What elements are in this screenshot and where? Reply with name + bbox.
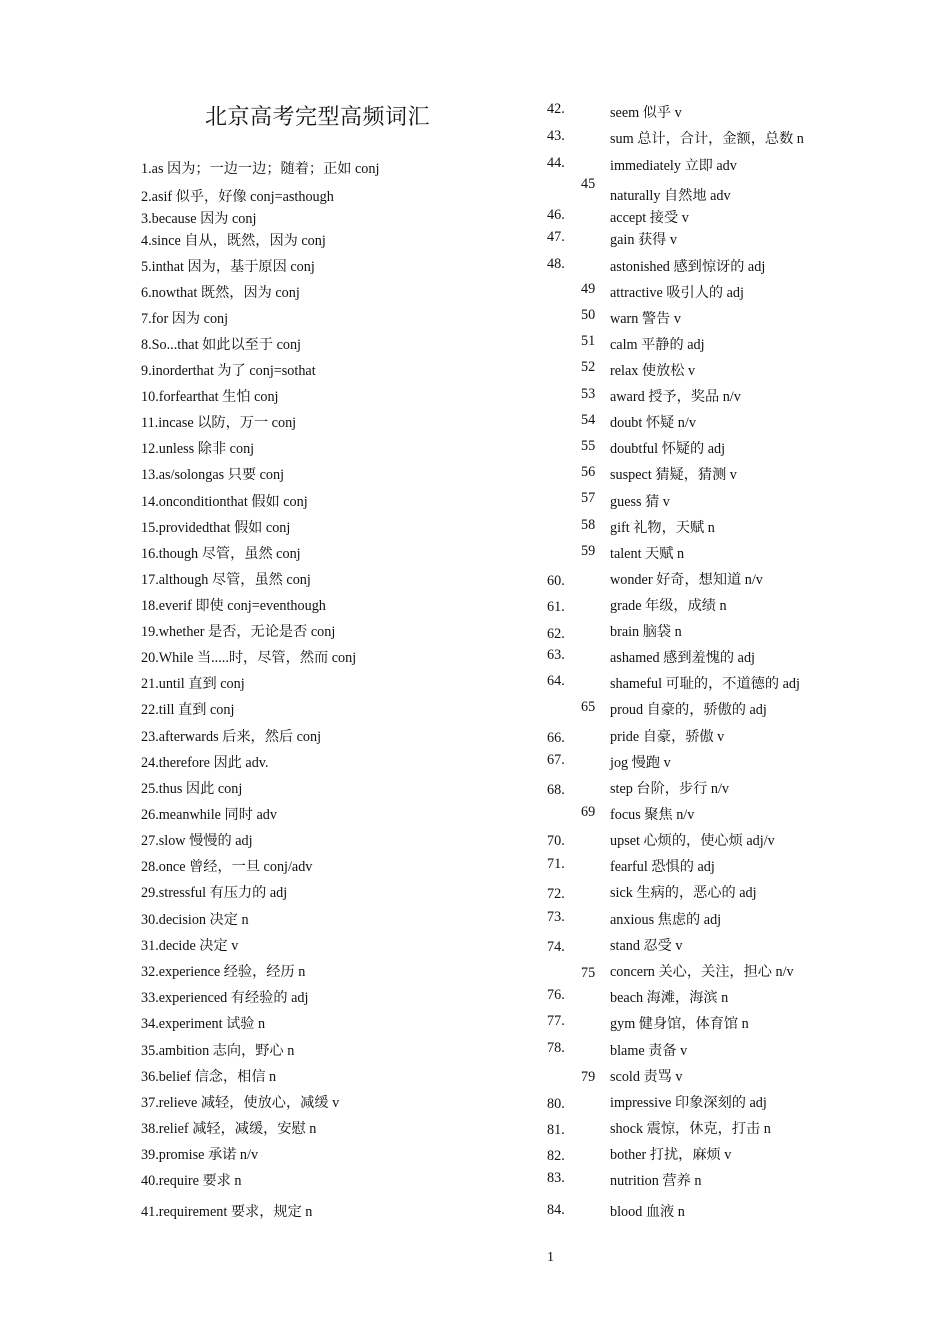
vocab-entry: seem 似乎 v	[610, 105, 682, 121]
vocab-entry: 14.onconditionthat 假如 conj	[141, 494, 308, 510]
vocab-entry: sum 总计，合计，金额，总数 n	[610, 131, 804, 147]
vocab-entry: 33.experienced 有经验的 adj	[141, 990, 309, 1006]
entry-number: 82.	[547, 1148, 565, 1164]
entry-number: 45	[581, 176, 596, 192]
entry-number: 47.	[547, 229, 565, 245]
entry-number: 73.	[547, 909, 565, 925]
entry-number: 69	[581, 804, 596, 820]
entry-number: 46.	[547, 207, 565, 223]
entry-number: 83.	[547, 1170, 565, 1186]
entry-number: 56	[581, 464, 596, 480]
vocab-entry: wonder 好奇，想知道 n/v	[610, 572, 763, 588]
vocab-entry: 1.as 因为；一边一边；随着；正如 conj	[141, 161, 380, 177]
vocab-entry: 17.although 尽管，虽然 conj	[141, 572, 311, 588]
vocab-entry: 30.decision 决定 n	[141, 912, 249, 928]
entry-number: 50	[581, 307, 596, 323]
vocab-entry: 28.once 曾经，一旦 conj/adv	[141, 859, 313, 875]
vocab-entry: 5.inthat 因为，基于原因 conj	[141, 259, 315, 275]
vocab-entry: step 台阶，步行 n/v	[610, 781, 730, 797]
vocab-entry: 27.slow 慢慢的 adj	[141, 833, 253, 849]
vocab-entry: naturally 自然地 adv	[610, 188, 731, 204]
entry-number: 66.	[547, 730, 565, 746]
entry-number: 64.	[547, 673, 565, 689]
vocab-entry: beach 海滩，海滨 n	[610, 990, 729, 1006]
vocab-entry: 9.inorderthat 为了 conj=sothat	[141, 363, 316, 379]
vocab-entry: immediately 立即 adv	[610, 158, 737, 174]
entry-number: 72.	[547, 886, 565, 902]
entry-number: 74.	[547, 939, 565, 955]
vocab-entry: gift 礼物，天赋 n	[610, 520, 715, 536]
vocab-entry: 22.till 直到 conj	[141, 702, 235, 718]
vocab-entry: suspect 猜疑，猜测 v	[610, 467, 737, 483]
vocab-entry: 13.as/solongas 只要 conj	[141, 467, 285, 483]
vocab-entry: doubt 怀疑 n/v	[610, 415, 696, 431]
vocab-entry: 8.So...that 如此以至于 conj	[141, 337, 301, 353]
vocab-entry: 39.promise 承诺 n/v	[141, 1147, 259, 1163]
vocab-entry: 24.therefore 因此 adv.	[141, 755, 269, 771]
entry-number: 78.	[547, 1040, 565, 1056]
vocab-entry: proud 自豪的，骄傲的 adj	[610, 702, 767, 718]
entry-number: 71.	[547, 856, 565, 872]
vocab-entry: doubtful 怀疑的 adj	[610, 441, 726, 457]
vocab-entry: 2.asif 似乎，好像 conj=asthough	[141, 189, 334, 205]
entry-number: 75	[581, 965, 596, 981]
entry-number: 70.	[547, 833, 565, 849]
vocab-entry: 20.While 当.....时，尽管，然而 conj	[141, 650, 357, 666]
vocab-entry: relax 使放松 v	[610, 363, 696, 379]
vocab-entry: guess 猜 v	[610, 494, 670, 510]
vocab-entry: 38.relief 减轻，减缓，安慰 n	[141, 1121, 317, 1137]
vocab-entry: 6.nowthat 既然，因为 conj	[141, 285, 300, 301]
entry-number: 80.	[547, 1096, 565, 1112]
entry-number: 77.	[547, 1013, 565, 1029]
entry-number: 84.	[547, 1202, 565, 1218]
vocab-entry: impressive 印象深刻的 adj	[610, 1095, 767, 1111]
entry-number: 68.	[547, 782, 565, 798]
entry-number: 81.	[547, 1122, 565, 1138]
vocab-entry: talent 天赋 n	[610, 546, 685, 562]
vocab-entry: 36.belief 信念，相信 n	[141, 1069, 277, 1085]
entry-number: 61.	[547, 599, 565, 615]
vocab-entry: 37.relieve 减轻，使放心，减缓 v	[141, 1095, 340, 1111]
entry-number: 51	[581, 333, 596, 349]
entry-number: 52	[581, 359, 596, 375]
vocab-entry: scold 责骂 v	[610, 1069, 683, 1085]
vocab-entry: attractive 吸引人的 adj	[610, 285, 744, 301]
vocab-entry: 19.whether 是否，无论是否 conj	[141, 624, 336, 640]
vocab-entry: 23.afterwards 后来，然后 conj	[141, 729, 322, 745]
vocab-entry: 15.providedthat 假如 conj	[141, 520, 291, 536]
vocab-entry: 41.requirement 要求，规定 n	[141, 1204, 313, 1220]
vocab-entry: sick 生病的，恶心的 adj	[610, 885, 757, 901]
vocab-entry: stand 忍受 v	[610, 938, 683, 954]
entry-number: 48.	[547, 256, 565, 272]
vocab-entry: 21.until 直到 conj	[141, 676, 245, 692]
vocab-entry: warn 警告 v	[610, 311, 681, 327]
entry-number: 65	[581, 699, 596, 715]
vocab-entry: concern 关心，关注，担心 n/v	[610, 964, 794, 980]
vocab-entry: 4.since 自从，既然，因为 conj	[141, 233, 326, 249]
vocab-entry: 3.because 因为 conj	[141, 211, 257, 227]
vocab-entry: 32.experience 经验，经历 n	[141, 964, 306, 980]
vocab-entry: ashamed 感到羞愧的 adj	[610, 650, 755, 666]
vocab-entry: 11.incase 以防，万一 conj	[141, 415, 297, 431]
vocab-entry: shock 震惊，休克，打击 n	[610, 1121, 771, 1137]
vocab-entry: 7.for 因为 conj	[141, 311, 229, 327]
page-title: 北京高考完型高频词汇	[205, 105, 431, 130]
vocab-entry: upset 心烦的，使心烦 adj/v	[610, 833, 775, 849]
vocab-entry: 29.stressful 有压力的 adj	[141, 885, 288, 901]
vocab-entry: calm 平静的 adj	[610, 337, 705, 353]
vocab-entry: 10.forfearthat 生怕 conj	[141, 389, 279, 405]
entry-number: 57	[581, 490, 596, 506]
entry-number: 67.	[547, 752, 565, 768]
vocab-entry: jog 慢跑 v	[610, 755, 671, 771]
vocab-entry: nutrition 营养 n	[610, 1173, 702, 1189]
vocab-entry: bother 打扰，麻烦 v	[610, 1147, 732, 1163]
vocab-entry: 12.unless 除非 conj	[141, 441, 255, 457]
vocab-entry: award 授予，奖品 n/v	[610, 389, 741, 405]
page-number: 1	[547, 1250, 554, 1265]
vocab-entry: shameful 可耻的，不道德的 adj	[610, 676, 800, 692]
entry-number: 55	[581, 438, 596, 454]
vocab-entry: blame 责备 v	[610, 1043, 688, 1059]
entry-number: 43.	[547, 128, 565, 144]
vocab-entry: gym 健身馆，体育馆 n	[610, 1016, 749, 1032]
entry-number: 62.	[547, 626, 565, 642]
vocab-entry: accept 接受 v	[610, 210, 689, 226]
vocab-entry: 40.require 要求 n	[141, 1173, 242, 1189]
entry-number: 79	[581, 1069, 596, 1085]
entry-number: 63.	[547, 647, 565, 663]
entry-number: 59	[581, 543, 596, 559]
entry-number: 54	[581, 412, 596, 428]
vocab-entry: gain 获得 v	[610, 232, 677, 248]
vocab-entry: 26.meanwhile 同时 adv	[141, 807, 277, 823]
entry-number: 44.	[547, 155, 565, 171]
vocab-entry: 25.thus 因此 conj	[141, 781, 243, 797]
entry-number: 60.	[547, 573, 565, 589]
vocab-entry: focus 聚焦 n/v	[610, 807, 695, 823]
vocab-entry: 18.everif 即使 conj=eventhough	[141, 598, 326, 614]
vocab-entry: 31.decide 决定 v	[141, 938, 239, 954]
vocab-entry: 16.though 尽管，虽然 conj	[141, 546, 301, 562]
vocab-entry: anxious 焦虑的 adj	[610, 912, 722, 928]
vocab-entry: blood 血液 n	[610, 1204, 685, 1220]
vocab-entry: astonished 感到惊讶的 adj	[610, 259, 766, 275]
entry-number: 49	[581, 281, 596, 297]
vocab-entry: brain 脑袋 n	[610, 624, 682, 640]
vocab-entry: grade 年级，成绩 n	[610, 598, 727, 614]
vocab-entry: 35.ambition 志向，野心 n	[141, 1043, 295, 1059]
entry-number: 42.	[547, 101, 565, 117]
vocab-entry: 34.experiment 试验 n	[141, 1016, 266, 1032]
entry-number: 76.	[547, 987, 565, 1003]
entry-number: 58	[581, 517, 596, 533]
entry-number: 53	[581, 386, 596, 402]
vocab-entry: pride 自豪，骄傲 v	[610, 729, 725, 745]
vocab-entry: fearful 恐惧的 adj	[610, 859, 715, 875]
